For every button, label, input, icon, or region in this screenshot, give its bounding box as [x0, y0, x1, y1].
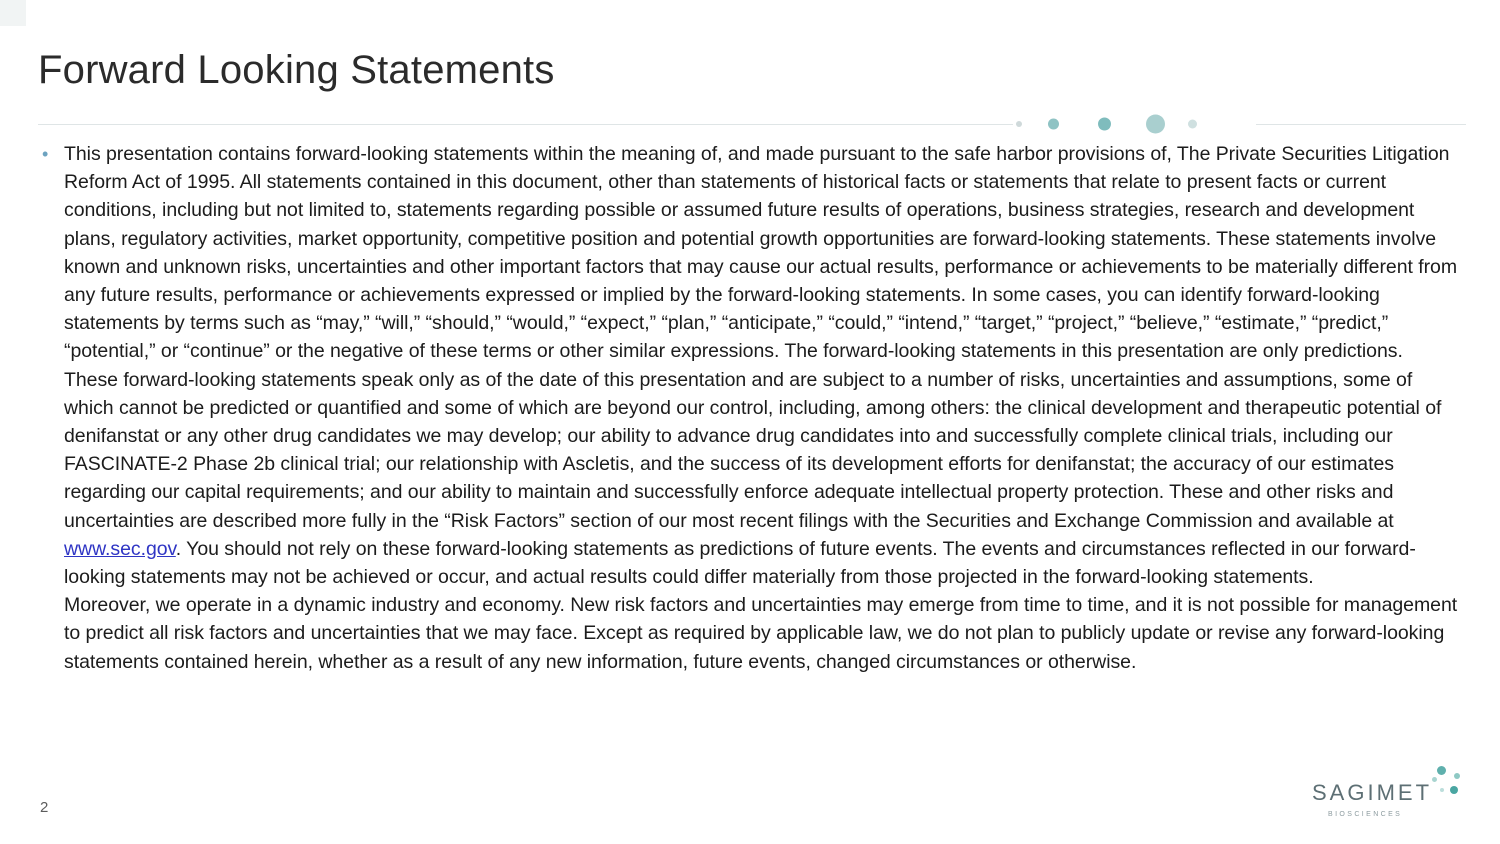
divider-dot-2: [1048, 119, 1059, 130]
divider-dot-3: [1098, 118, 1111, 131]
page-number: 2: [40, 799, 49, 816]
body-content: [38, 140, 1458, 676]
decorative-divider: [38, 113, 1466, 135]
disclaimer-p1-part2: . You should not rely on these forward-looking statements as predictions of future events. The events and circumstances reflected in our forward-looking statements may not be achieved or occur, and actual results could differ materially from those projected in the forward-looking statements.: [64, 537, 1416, 589]
logo-tagline: BIOSCIENCES: [1328, 811, 1403, 818]
page-title: Forward Looking Statements: [38, 48, 555, 92]
disclaimer-text: [64, 140, 1458, 676]
bullet-item: [38, 140, 1458, 676]
disclaimer-p1-part1: This presentation contains forward-looking statements within the meaning of, and made pursuant to the safe harbor provisions of, The Private Securities Litigation Reform Act of 1995. All statements contained in this document, other than statements of historical facts or statements that relate to present facts or current conditions, including but not limited to, statements regarding possible or assumed future results of operations, business strategies, research and development plans, regulatory activities, market opportunity, competitive position and potential growth opportunities are forward-looking statements. These statements involve known and unknown risks, uncertainties and other important factors that may cause our actual results, performance or achievements to be materially different from any future results, performance or achievements expressed or implied by the forward-looking statements. In some cases, you can identify forward-looking statements by terms such as “may,” “will,” “should,” “would,” “expect,” “plan,” “anticipate,” “could,” “intend,” “target,” “project,” “believe,” “estimate,” “predict,” “potential,” or “continue” or the negative of these terms or other similar expressions. The forward-looking statements in this presentation are only predictions. These forward-looking statements speak only as of the date of this presentation and are subject to a number of risks, uncertainties and assumptions, some of which cannot be predicted or quantified and some of which are beyond our control, including, among others: the clinical development and therapeutic potential of denifanstat or any other drug candidates we may develop; our ability to advance drug candidates into and successfully complete clinical trials, including our FASCINATE-2 Phase 2b clinical trial; our relationship with Ascletis, and the success of its development efforts for denifanstat; the accuracy of our estimates regarding our capital requirements; and our ability to maintain and successfully enforce adequate intellectual property protection. These and other risks and uncertainties are described more fully in the “Risk Factors” section of our most recent filings with the Securities and Exchange Commission and available at: [64, 143, 1458, 532]
divider-dot-5: [1188, 120, 1197, 129]
divider-dot-4: [1146, 115, 1165, 134]
divider-dot-1: [1016, 121, 1022, 127]
sec-gov-link[interactable]: www.sec.gov: [64, 537, 176, 560]
bullet-glyph: •: [42, 144, 49, 164]
divider-line-right: [1256, 124, 1466, 125]
logo-wordmark: SAGIMET: [1312, 780, 1433, 805]
disclaimer-paragraph-2: Moreover, we operate in a dynamic industry and economy. New risk factors and uncertainties may emerge from time to time, and it is not possible for management to predict all risk factors and uncertainties that we may face. Except as required by applicable law, we do not plan to publicly update or revise any forward-looking statements contained herein, whether as a result of any new information, future events, changed circumstances or otherwise.: [64, 594, 1458, 673]
disclaimer-paragraph-1: [64, 140, 1458, 591]
divider-line-left: [38, 124, 1013, 125]
corner-mark: [0, 0, 26, 26]
sagimet-logo: [1312, 764, 1462, 820]
